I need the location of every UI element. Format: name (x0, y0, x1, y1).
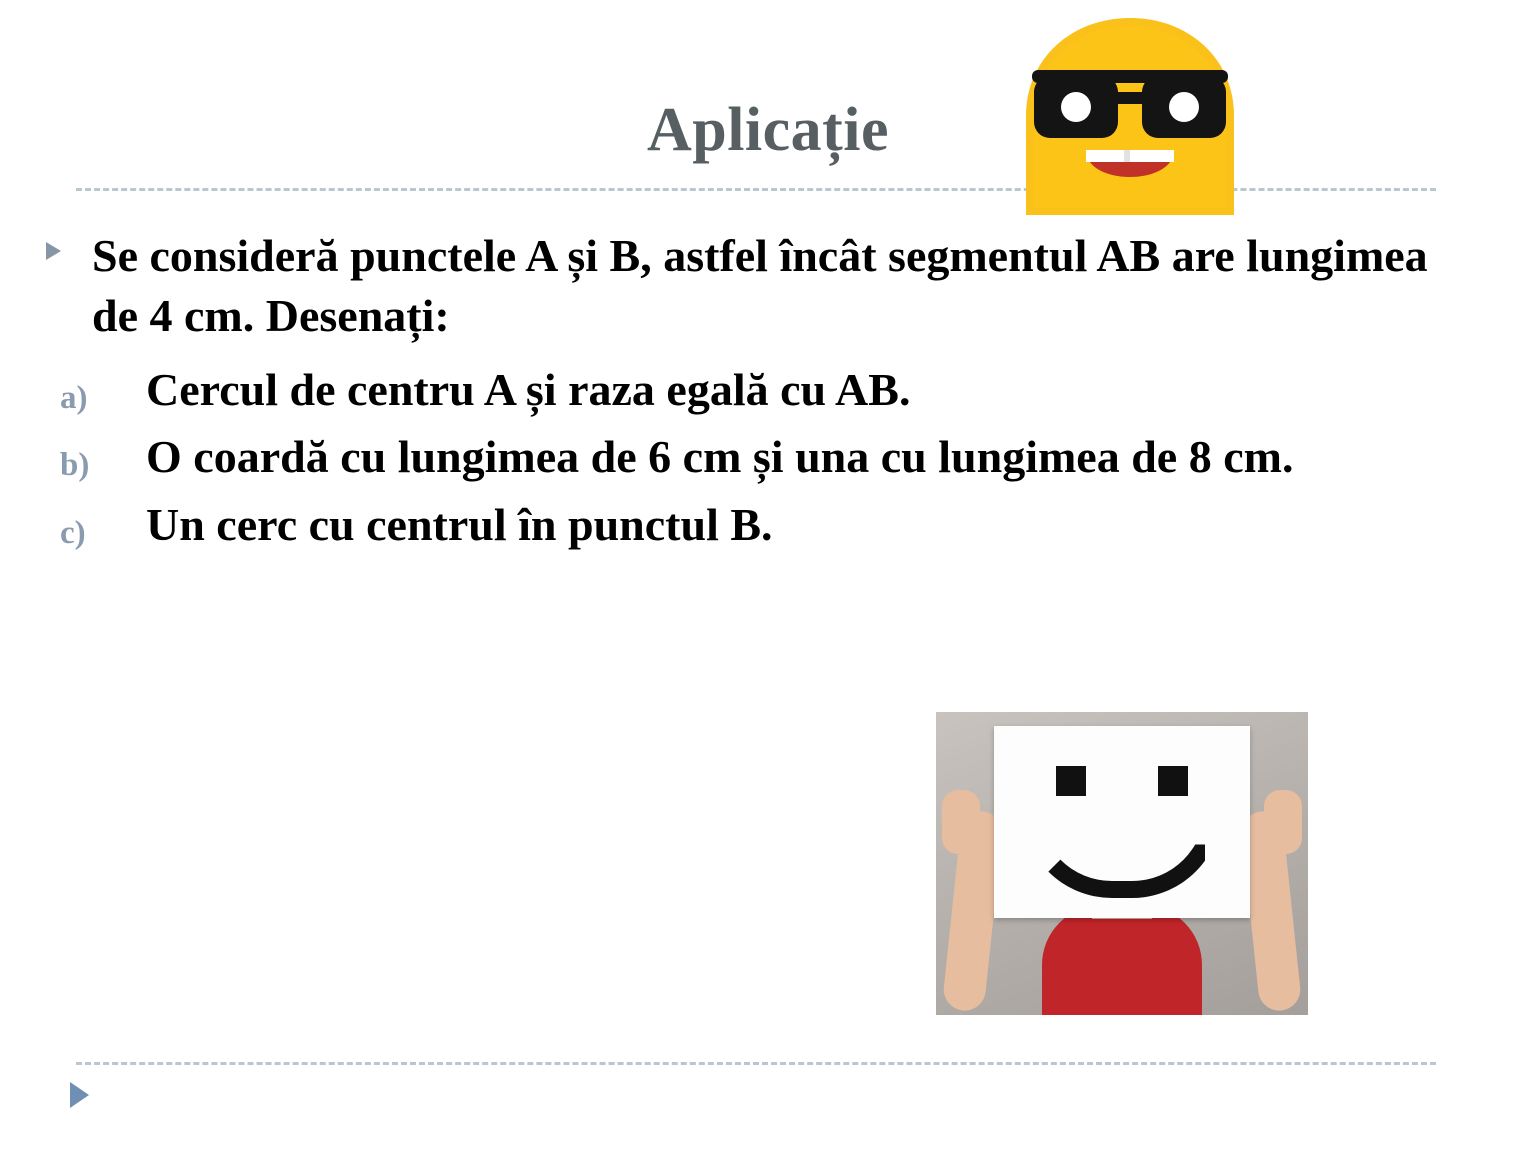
list-item-b-text: O coardă cu lungimea de 6 cm și una cu lungimea de 8 cm. (146, 431, 1294, 483)
list-item-c (46, 495, 1466, 555)
slide-body (46, 226, 1466, 563)
list-item-b (46, 427, 1466, 487)
list-item-c-text: Un cerc cu centrul în punctul B. (146, 499, 773, 551)
list-item-c-label: c) (60, 515, 86, 552)
divider-bottom (76, 1062, 1436, 1065)
nerd-face-icon (1012, 10, 1248, 215)
list-item-a (46, 360, 1466, 420)
lead-text: Se consideră punctele A și B, astfel încât segmentul AB are lungimea de 4 cm. Desenați: (92, 230, 1428, 341)
smiley-face-card (994, 726, 1250, 918)
bottom-triangle-icon (70, 1082, 89, 1108)
title-area (0, 96, 1536, 164)
triangle-bullet-icon (46, 226, 92, 265)
list-item-lead (46, 226, 1466, 346)
page-title: Aplicație (646, 96, 890, 164)
smiley-sign-photo (936, 712, 1308, 1015)
list-item-a-label: a) (60, 379, 88, 416)
list-item-b-label: b) (60, 447, 90, 484)
list-item-a-text: Cercul de centru A și raza egală cu AB. (146, 363, 911, 415)
